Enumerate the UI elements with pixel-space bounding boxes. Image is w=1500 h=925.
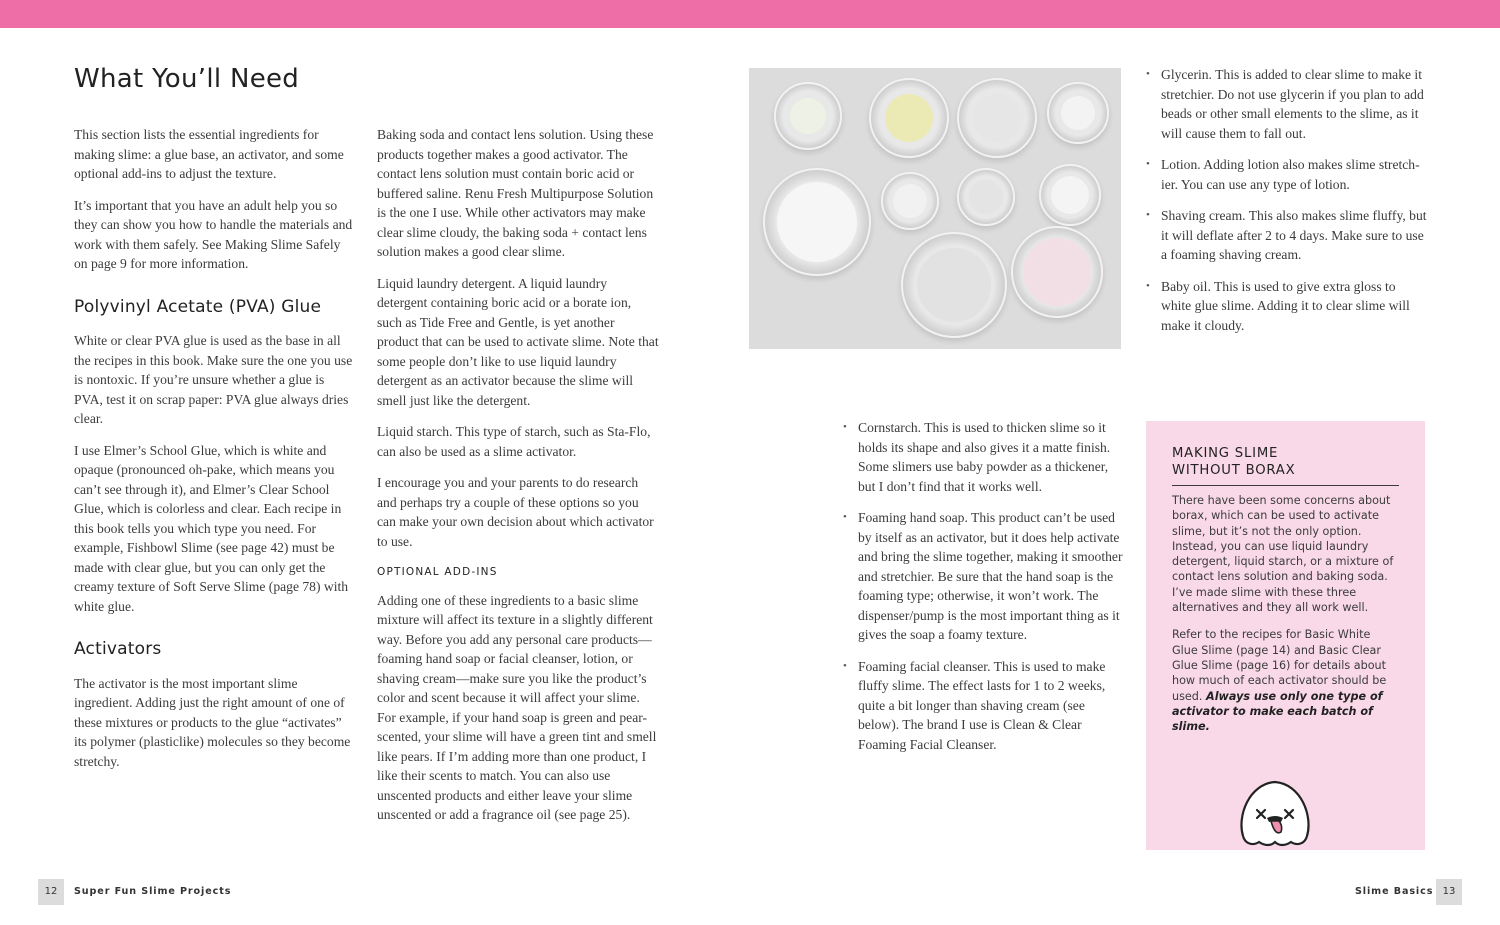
column-middle <box>377 125 659 837</box>
bowl <box>774 82 842 150</box>
addins-list-top <box>1146 65 1428 335</box>
pva-paragraph-1: White or clear PVA glue is used as the base in all the recipes in this book. Make sure the one you use is nontoxic. If you’re unsure whether a glue is PVA, test it on scrap paper: PVA glue always dries clear. <box>74 333 353 426</box>
bowl <box>1047 82 1109 144</box>
borax-sidebar-box <box>1146 421 1425 850</box>
list-item: • Shaving cream. This also makes slime fluffy, but it will deflate after 2 to 4 days. Make sure to use a foaming shaving cream. <box>1146 206 1428 265</box>
sidebar-paragraph-2-text: Refer to the recipes for Basic White Glue Slime (page 14) and Basic Clear Glue Slime (page 16) for details about how much of each activator should be used. <box>1172 628 1387 703</box>
column-right-bottom <box>843 418 1123 766</box>
list-item: • Glycerin. This is added to clear slime to make it stretchier. Do not use glycerin if you plan to add beads or other small elements to the slime, as it will cause them to fall out. <box>1146 65 1428 143</box>
pva-glue-heading: Polyvinyl Acetate (PVA) Glue <box>74 296 322 317</box>
activators-heading: Activators <box>74 639 162 659</box>
bowl <box>1011 226 1103 318</box>
addins-paragraph: Adding one of these ingredients to a basic slime mixture will affect its texture in a slightly different way. Before you add any personal care products—foaming hand soap or facial cleanser, lotion, or shaving cream—make sure you like the product’s color and scent because it will affect your slime. For example, if your hand soap is green and pear-scented, your slime will have a green tint and smell like pears. If I’m adding more than one product, I like their scents to match. You can also use unscented products and either leave your slime unscented or add a fragrance oil (see page 25). <box>377 592 657 822</box>
bowl <box>901 232 1007 338</box>
sidebar-heading-line-1: MAKING SLIME <box>1172 446 1279 461</box>
intro-paragraph-2: It’s important that you have an adult help you so they can show you how to handle the materials and work with them safely. See Making Slime Safely on page 9 for more information. <box>74 197 353 271</box>
activators-paragraph: The activator is the most important slime ingredient. Adding just the right amount of one of these mixtures or products to the glue “activates” its polymer (plasticlike) molecules so they become stretchy. <box>74 675 351 769</box>
bowl <box>1039 164 1101 226</box>
sidebar-paragraph-2 <box>1172 627 1399 734</box>
optional-addins-heading: OPTIONAL ADD-INS <box>377 566 498 578</box>
activator-laundry-detergent: Liquid laundry detergent. A liquid laundry detergent containing boric acid or a borate ion, such as Tide Free and Gentle, is yet another product that can be used to activate slime. Note that some people don’t like to use liquid laundry detergent as an activator because the slime will smell just like the detergent. <box>377 275 659 408</box>
bowl <box>763 168 871 276</box>
column-right-top <box>1146 65 1428 347</box>
sidebar-heading-line-2: WITHOUT BORAX <box>1172 463 1296 478</box>
ingredients-bowls-photo <box>749 68 1121 349</box>
activator-research-note: I encourage you and your parents to do research and perhaps try a couple of these options so you can make your own decision about which activator to use. <box>377 475 654 549</box>
slime-blob-mascot-icon <box>1235 776 1315 848</box>
sidebar-emphasis: Always use only one type of activator to make each batch of slime. <box>1172 689 1383 734</box>
bowl <box>881 172 939 230</box>
sidebar-heading <box>1172 445 1399 486</box>
activator-baking-soda: Baking soda and contact lens solution. Using these products together makes a good activator. The contact lens solution must contain boric acid or buffered saline. Renu Fresh Multipurpose Solution is the one I use. While other activators may make clear slime cloudy, the baking soda + contact lens solution makes a good clear slime. <box>377 127 654 259</box>
bowl <box>957 78 1037 158</box>
top-accent-bar <box>0 0 1500 28</box>
bowl <box>957 168 1015 226</box>
page-title: What You’ll Need <box>74 64 300 94</box>
addins-list-bottom <box>843 418 1123 754</box>
column-left <box>74 125 356 783</box>
right-page-number: 13 <box>1436 879 1462 905</box>
activator-liquid-starch: Liquid starch. This type of starch, such as Sta-Flo, can also be used as a slime activator. <box>377 424 651 459</box>
list-item: • Cornstarch. This is used to thicken slime so it holds its shape and also gives it a matte finish. Some slimers use baby powder as a thickener, but I don’t find that it works well. <box>843 418 1123 496</box>
pva-paragraph-2: I use Elmer’s School Glue, which is white and opaque (pronounced oh-pake, which means you can’t see through it), and Elmer’s Clear School Glue, which is colorless and clear. Each recipe in this book tells you which type you need. For example, Fishbowl Slime (see page 42) must be made with clear glue, but you can only get the creamy texture of Soft Serve Slime (page 78) with white glue. <box>74 442 349 614</box>
left-running-footer: Super Fun Slime Projects <box>74 886 232 897</box>
intro-paragraph-1: This section lists the essential ingredients for making slime: a glue base, an activator, and some optional add-ins to adjust the texture. <box>74 127 344 181</box>
list-item: • Baby oil. This is used to give extra gloss to white glue slime. Adding it to clear slime will make it cloudy. <box>1146 277 1428 336</box>
list-item: • Foaming facial cleanser. This is used to make fluffy slime. The effect lasts for 1 to 2 weeks, quite a bit longer than shaving cream (see below). The brand I use is Clean & Clear Foaming Facial Cleanser. <box>843 657 1123 755</box>
sidebar-paragraph-1: There have been some concerns about borax, which can be used to activate slime, but it’s not the only option. Instead, you can use liquid laundry detergent, liquid starch, or a mixture of contact lens solution and baking soda. I’ve made slime with these three alternatives and they all work well. <box>1172 494 1394 615</box>
left-page-number: 12 <box>38 879 64 905</box>
right-running-footer: Slime Basics <box>1355 886 1434 897</box>
bowl <box>869 78 949 158</box>
list-item: • Foaming hand soap. This product can’t be used by itself as an activator, but it does help activate and bring the slime together, making it smoother and stretchier. Be sure that the hand soap is the foaming type; otherwise, it won’t work. The dispenser/pump is the most important thing as it gives the soap a foamy texture. <box>843 508 1123 645</box>
list-item: • Lotion. Adding lotion also makes slime stretchier. You can use any type of lotion. <box>1146 155 1428 194</box>
